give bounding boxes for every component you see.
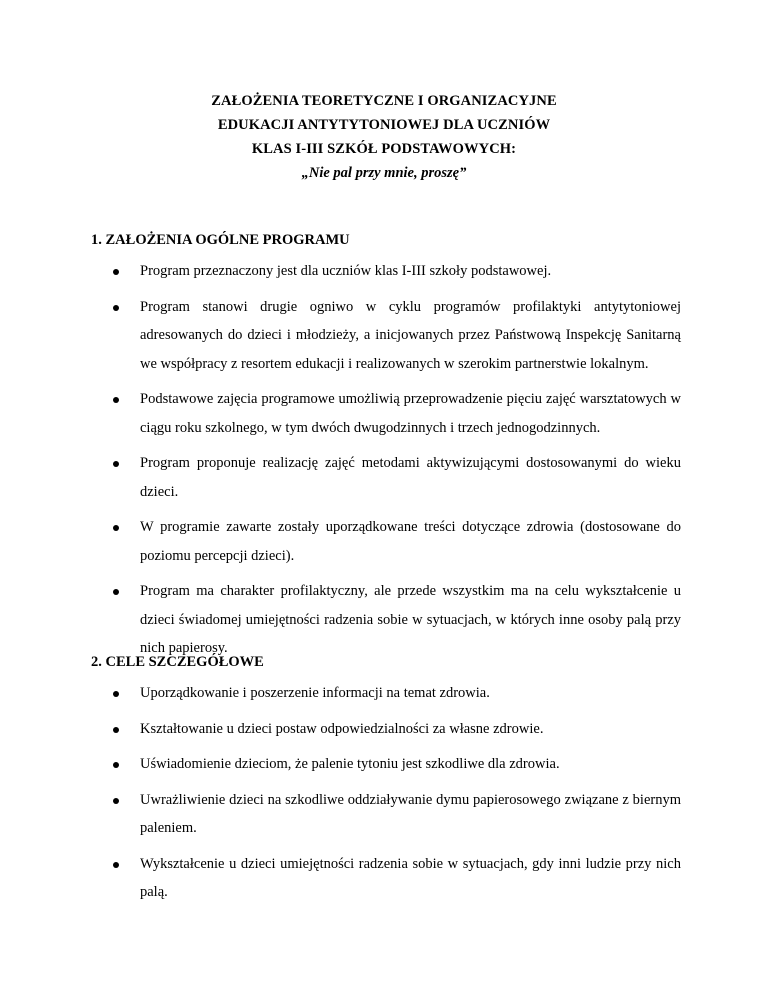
list-item (91, 449, 681, 506)
list-item (91, 786, 681, 843)
list-item-text: Uporządkowanie i poszerzenie informacji na temat zdrowia. (140, 685, 490, 701)
bullet-icon (113, 762, 119, 768)
list-item-text: Program ma charakter profilaktyczny, ale przede wszystkim ma na celu wykształcenie u dzieci świadomej umiejętności radzenia sobie w sytuacjach, w których inne osoby palą przy nich papierosy. (140, 583, 681, 656)
bullet-icon (113, 798, 119, 804)
section-specific-goals (91, 651, 681, 914)
bullet-icon (113, 727, 119, 733)
list-item (91, 850, 681, 907)
document-title-line-2: EDUKACJI ANTYTYTONIOWEJ DLA UCZNIÓW (217, 117, 551, 133)
bullet-icon (113, 589, 119, 595)
document-subtitle: „Nie pal przy mnie, proszę” (301, 165, 467, 181)
list-item-text: Program proponuje realizację zajęć metodami aktywizującymi dostosowanymi do wieku dzieci. (140, 455, 681, 500)
list-item (91, 715, 681, 744)
list-item (91, 513, 681, 570)
list-item (91, 577, 681, 663)
bullet-icon (113, 397, 119, 403)
bullet-icon (113, 269, 119, 275)
list-item (91, 679, 681, 708)
bullet-icon (113, 862, 119, 868)
section-heading: 2. CELE SZCZEGÓŁOWE (91, 654, 264, 670)
section-heading: 1. ZAŁOŻENIA OGÓLNE PROGRAMU (91, 232, 350, 248)
list-item (91, 385, 681, 442)
document-title-block (0, 89, 768, 185)
list-item (91, 257, 681, 286)
bullet-icon (113, 525, 119, 531)
list-item-text: Program stanowi drugie ogniwo w cyklu programów profilaktyki antytytoniowej adresowanych do dzieci i młodzieży, a inicjowanych przez Państwową Inspekcję Sanitarną we współpracy z resortem edukacji i realizowanych w szerokim partnerstwie lokalnym. (140, 298, 681, 372)
list-item (91, 293, 681, 379)
section-general-assumptions (91, 229, 681, 670)
bullet-icon (113, 461, 119, 467)
list-item-text: Program przeznaczony jest dla uczniów klas I-III szkoły podstawowej. (140, 263, 552, 279)
list-item-text: Wykształcenie u dzieci umiejętności radzenia sobie w sytuacjach, gdy inni ludzie przy nich palą. (140, 855, 681, 900)
bullet-list (91, 257, 681, 663)
bullet-list (91, 679, 681, 907)
document-title-line-1: ZAŁOŻENIA TEORETYCZNE I ORGANIZACYJNE (211, 93, 557, 109)
list-item (91, 750, 681, 779)
list-item-text: Kształtowanie u dzieci postaw odpowiedzialności za własne zdrowie. (140, 720, 544, 737)
bullet-icon (113, 691, 119, 697)
list-item-text: Uświadomienie dzieciom, że palenie tytoniu jest szkodliwe dla zdrowia. (140, 756, 560, 772)
list-item-text: Podstawowe zajęcia programowe umożliwią przeprowadzenie pięciu zajęć warsztatowych w ciągu roku szkolnego, w tym dwóch dwugodzinnych i trzech jednogodzinnych. (140, 391, 681, 436)
bullet-icon (113, 305, 119, 311)
document-title-line-3: KLAS I-III SZKÓŁ PODSTAWOWYCH: (251, 141, 517, 157)
list-item-text: Uwrażliwienie dzieci na szkodliwe oddziaływanie dymu papierosowego związane z biernym paleniem. (140, 791, 681, 836)
list-item-text: W programie zawarte zostały uporządkowane treści dotyczące zdrowia (dostosowane do poziomu percepcji dzieci). (140, 519, 681, 564)
